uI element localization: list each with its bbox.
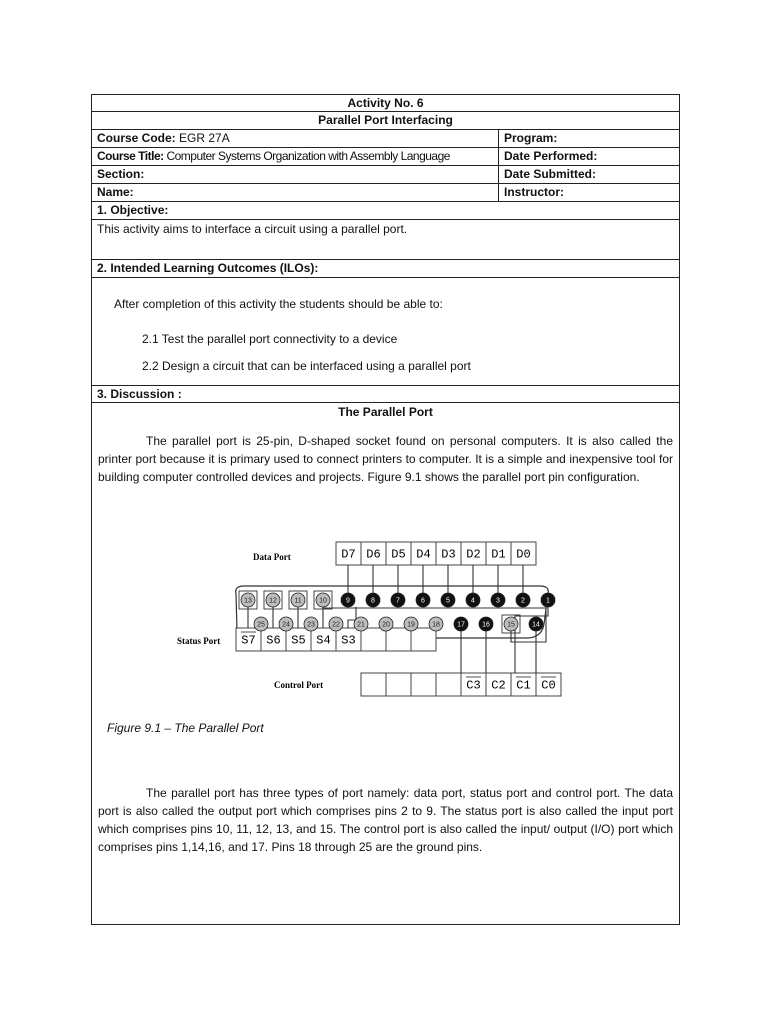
pin-3-number: 3: [496, 597, 500, 605]
status-bit-s3: S3: [341, 633, 356, 648]
data-bit-d7: D7: [341, 547, 356, 562]
course-title-value: Computer Systems Organization with Assembly Language: [166, 149, 450, 163]
discussion-paragraph-2: The parallel port has three types of port namely: data port, status port and control port. The data port is also called the output port which comprises pins 2 to 9. The status port is also called the input port which comprises pins 10, 11, 12, 13, and 15. The control port is also called the input/ output (I/O) port which comprises pins 1,14,16, and 17. Pins 18 through 25 are the ground pins.: [98, 786, 673, 854]
data-port-label: Data Port: [253, 552, 291, 562]
data-bit-d4: D4: [416, 547, 431, 562]
pin-10-number: 10: [319, 597, 327, 605]
course-title-label: Course Title:: [97, 149, 164, 163]
pin-16-number: 16: [482, 621, 490, 629]
control-bit-c3: C3: [466, 678, 481, 693]
pin-5-number: 5: [446, 597, 450, 605]
pin-17-number: 17: [457, 621, 465, 629]
data-bit-d6: D6: [366, 547, 381, 562]
section-label: Section:: [92, 166, 499, 184]
status-box-unused: [361, 628, 386, 651]
status-bit-s7: S7: [241, 633, 256, 648]
date-performed-label: Date Performed:: [499, 148, 680, 166]
activity-number: Activity No. 6: [92, 95, 680, 112]
pin-9-number: 9: [346, 597, 350, 605]
pin-6-number: 6: [421, 597, 425, 605]
discussion-body: [92, 403, 680, 925]
pin-18-number: 18: [432, 621, 440, 629]
ilo-item-2: 2.2 Design a circuit that can be interfaced using a parallel port: [142, 359, 471, 373]
pin-7-number: 7: [396, 597, 400, 605]
program-label: Program:: [499, 130, 680, 148]
ilos-intro: After completion of this activity the students should be able to:: [114, 297, 443, 311]
discussion-subheading: The Parallel Port: [338, 405, 433, 419]
status-bit-s4: S4: [316, 633, 331, 648]
course-title-cell: [92, 148, 499, 166]
data-bit-d2: D2: [466, 547, 481, 562]
course-code-value: EGR 27A: [179, 131, 230, 145]
status-port-bits: [236, 628, 436, 651]
objective-text: This activity aims to interface a circuit using a parallel port.: [92, 220, 680, 260]
discussion-paragraph-1: The parallel port is 25-pin, D-shaped socket found on personal computers. It is also called the printer port because it is primary used to connect printers to computer. It is a simple and inexpensive tool for building computer controlled devices and projects. Figure 9.1 shows the parallel port pin configuration.: [98, 434, 673, 484]
ilos-heading: 2. Intended Learning Outcomes (ILOs):: [92, 260, 680, 278]
pin-4-number: 4: [471, 597, 475, 605]
pin-2-number: 2: [521, 597, 525, 605]
pin-12-number: 12: [269, 597, 277, 605]
control-port-bits: [361, 673, 561, 696]
parallel-port-figure: [98, 524, 672, 724]
pin-19-number: 19: [407, 621, 415, 629]
data-bit-d1: D1: [491, 547, 506, 562]
status-box-unused: [386, 628, 411, 651]
status-bit-s5: S5: [291, 633, 306, 648]
data-bit-d0: D0: [516, 547, 531, 562]
control-box-unused: [386, 673, 411, 696]
data-bit-d5: D5: [391, 547, 406, 562]
control-box-unused: [436, 673, 461, 696]
pin-11-number: 11: [294, 597, 302, 605]
status-bit-s6: S6: [266, 633, 281, 648]
activity-title: Parallel Port Interfacing: [92, 112, 680, 130]
data-bit-d3: D3: [441, 547, 456, 562]
control-box-unused: [411, 673, 436, 696]
pin-20-number: 20: [382, 621, 390, 629]
activity-form-table: [91, 94, 680, 925]
control-bit-c1: C1: [516, 678, 531, 693]
pin-21-number: 21: [357, 621, 365, 629]
activity-sheet: [91, 94, 679, 925]
control-port-label: Control Port: [274, 680, 324, 690]
control-box-unused: [361, 673, 386, 696]
instructor-label: Instructor:: [499, 184, 680, 202]
pin-14-number: 14: [532, 621, 540, 629]
course-code-label: Course Code:: [97, 131, 176, 145]
pin-25-number: 25: [257, 621, 265, 629]
pin-1-number: 1: [546, 597, 550, 605]
data-port-bits: [336, 542, 536, 565]
figure-caption: Figure 9.1 – The Parallel Port: [107, 721, 264, 735]
pin-wires: [248, 565, 548, 673]
pin-13-number: 13: [244, 597, 252, 605]
pin-15-number: 15: [507, 621, 515, 629]
discussion-heading: 3. Discussion :: [92, 386, 680, 403]
status-box-unused: [411, 628, 436, 651]
ilo-item-1: 2.1 Test the parallel port connectivity to a device: [142, 332, 398, 346]
control-bit-c0: C0: [541, 678, 556, 693]
course-code-cell: [92, 130, 499, 148]
pin-8-number: 8: [371, 597, 375, 605]
ilos-body: [92, 278, 680, 386]
objective-heading: 1. Objective:: [92, 202, 680, 220]
pin-23-number: 23: [307, 621, 315, 629]
name-label: Name:: [92, 184, 499, 202]
date-submitted-label: Date Submitted:: [499, 166, 680, 184]
pin-24-number: 24: [282, 621, 290, 629]
status-port-label: Status Port: [177, 636, 221, 646]
control-bit-c2: C2: [491, 678, 506, 693]
top-pin-row: [239, 591, 555, 609]
pin-22-number: 22: [332, 621, 340, 629]
